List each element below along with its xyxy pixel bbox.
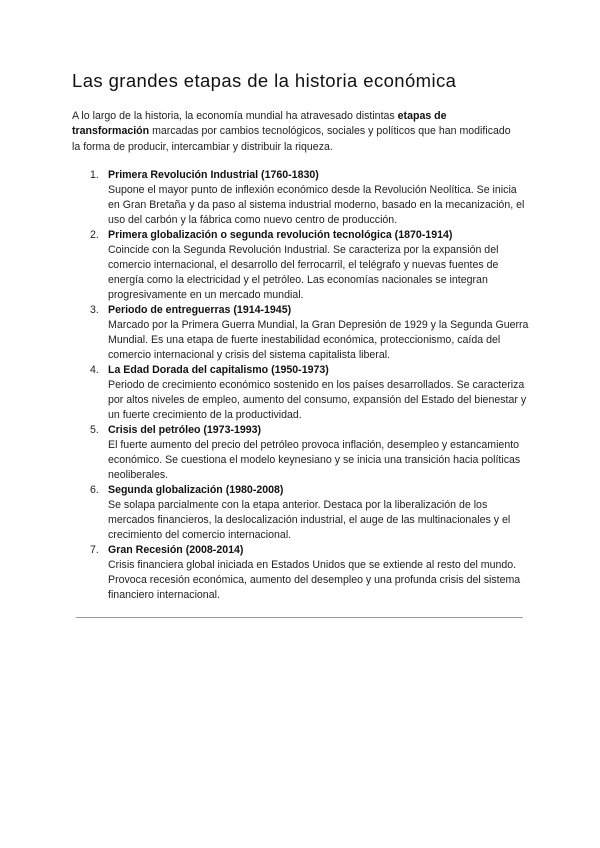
stage-title: Gran Recesión (2008-2014) bbox=[108, 544, 244, 556]
stage-description: El fuerte aumento del precio del petróleo provoca inflación, desempleo y estancamiento económico. Se cuestiona el modelo keynesiano y se inicia una transición hacia políticas neoliberales. bbox=[108, 439, 521, 481]
intro-paragraph bbox=[72, 109, 512, 155]
stage-title: Periodo de entreguerras (1914-1945) bbox=[108, 304, 292, 316]
stage-title: Segunda globalización (1980-2008) bbox=[108, 484, 284, 496]
stage-title: Primera Revolución Industrial (1760-1830) bbox=[108, 169, 319, 181]
stage-description: Supone el mayor punto de inflexión económico desde la Revolución Neolítica. Se inicia en Gran Bretaña y da paso al sistema industrial moderno, basado en la mecanización, el uso del carbón y la fábrica como nuevo centro de producción. bbox=[108, 184, 525, 226]
stage-item bbox=[90, 228, 530, 303]
intro-text-end: marcadas por cambios tecnológicos, sociales y políticos que han modificado la forma de producir, intercambiar y distribuir la riqueza. bbox=[72, 125, 511, 153]
intro-text-start: A lo largo de la historia, la economía mundial ha atravesado distintas bbox=[72, 110, 398, 122]
intro-emphasis: etapas de transformación bbox=[72, 110, 447, 138]
page-title: Las grandes etapas de la historia económica bbox=[72, 70, 457, 91]
stages-list bbox=[90, 168, 530, 603]
stage-description: Marcado por la Primera Guerra Mundial, la Gran Depresión de 1929 y la Segunda Guerra Mundial. Es una etapa de fuerte inestabilidad económica, proteccionismo, caída del comercio internacional y crisis del sistema capitalista liberal. bbox=[108, 319, 529, 361]
stage-item bbox=[90, 168, 530, 228]
stage-description: Crisis financiera global iniciada en Estados Unidos que se extiende al resto del mundo. Provoca recesión económica, aumento del desempleo y una profunda crisis del sistema financiero internacional. bbox=[108, 559, 521, 601]
horizontal-divider bbox=[76, 617, 523, 618]
stage-title: La Edad Dorada del capitalismo (1950-1973) bbox=[108, 364, 329, 376]
stage-number: 5. bbox=[90, 424, 99, 436]
stage-number: 7. bbox=[90, 544, 99, 556]
stage-item bbox=[90, 543, 530, 603]
stage-description: Periodo de crecimiento económico sostenido en los países desarrollados. Se caracteriza por altos niveles de empleo, aumento del consumo, expansión del Estado del bienestar y un fuerte crecimiento de la productividad. bbox=[108, 379, 527, 421]
stage-description: Coincide con la Segunda Revolución Industrial. Se caracteriza por la expansión del comercio internacional, el desarrollo del ferrocarril, el telégrafo y nuevas fuentes de energía como la electricidad y el petróleo. Las economías nacionales se integran progresivamente en un mercado mundial. bbox=[108, 244, 499, 301]
stage-number: 3. bbox=[90, 304, 99, 316]
stage-item bbox=[90, 483, 530, 543]
stage-title: Primera globalización o segunda revolución tecnológica (1870-1914) bbox=[108, 229, 453, 241]
stage-item bbox=[90, 423, 530, 483]
stage-title: Crisis del petróleo (1973-1993) bbox=[108, 424, 262, 436]
stage-number: 1. bbox=[90, 169, 99, 181]
stage-description: Se solapa parcialmente con la etapa anterior. Destaca por la liberalización de los mercados financieros, la deslocalización industrial, el auge de las multinacionales y el crecimiento del comercio internacional. bbox=[108, 499, 511, 541]
stage-item bbox=[90, 363, 530, 423]
stage-number: 6. bbox=[90, 484, 99, 496]
stage-number: 4. bbox=[90, 364, 99, 376]
stage-item bbox=[90, 303, 530, 363]
stage-number: 2. bbox=[90, 229, 99, 241]
